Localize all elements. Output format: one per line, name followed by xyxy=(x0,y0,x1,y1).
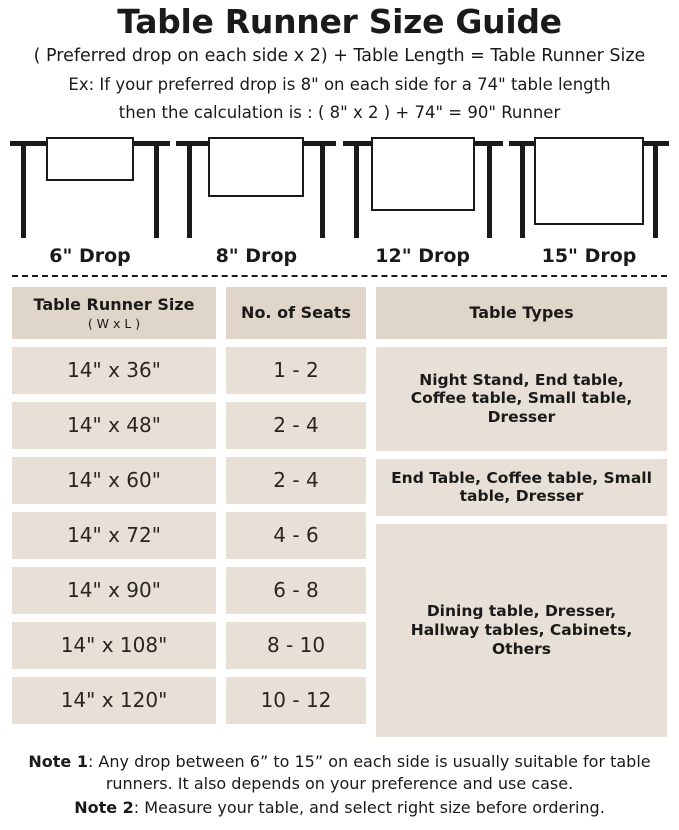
header-table-types xyxy=(376,287,667,339)
column-seats xyxy=(226,287,366,745)
table-row: 14" x 60" xyxy=(12,457,216,504)
table-leg-icon xyxy=(520,146,525,238)
drop-diagram-15 xyxy=(509,135,669,243)
column-runner-size xyxy=(12,287,216,745)
note-1-text: : Any drop between 6” to 15” on each side is usually suitable for table runners. It also depends on your preference and use case. xyxy=(87,751,651,794)
drop-label-12: 12" Drop xyxy=(375,244,471,267)
table-leg-icon xyxy=(187,146,192,238)
note-1 xyxy=(14,751,665,796)
table-leg-icon xyxy=(487,146,492,238)
page-title: Table Runner Size Guide xyxy=(117,2,562,41)
table-row: 14" x 48" xyxy=(12,402,216,449)
size-table xyxy=(8,287,671,745)
header-table-types-label: Table Types xyxy=(469,303,574,323)
table-row: 14" x 36" xyxy=(12,347,216,394)
header-seats xyxy=(226,287,366,339)
table-leg-icon xyxy=(354,146,359,238)
runner-drop-icon xyxy=(46,137,134,181)
example-line-2: then the calculation is : ( 8" x 2 ) + 74" = 90" Runner xyxy=(118,103,561,123)
table-row: 14" x 90" xyxy=(12,567,216,614)
table-leg-icon xyxy=(154,146,159,238)
drop-diagrams xyxy=(8,135,671,243)
table-row: 14" x 120" xyxy=(12,677,216,724)
table-row: 4 - 6 xyxy=(226,512,366,559)
table-row: 6 - 8 xyxy=(226,567,366,614)
table-row: 8 - 10 xyxy=(226,622,366,669)
drop-diagram-6 xyxy=(10,135,170,243)
drop-label-15: 15" Drop xyxy=(541,244,637,267)
table-leg-icon xyxy=(320,146,325,238)
note-2-text: : Measure your table, and select right size before ordering. xyxy=(133,798,605,818)
table-leg-icon xyxy=(21,146,26,238)
runner-drop-icon xyxy=(208,137,304,197)
table-row: 14" x 108" xyxy=(12,622,216,669)
notes-section xyxy=(8,751,671,820)
drop-diagram-8 xyxy=(176,135,336,243)
table-type-group: Night Stand, End table, Coffee table, Small table, Dresser xyxy=(376,347,667,451)
example-line-1: Ex: If your preferred drop is 8" on each side for a 74" table length xyxy=(68,75,611,95)
note-2 xyxy=(14,797,665,819)
header-runner-size-label: Table Runner Size xyxy=(33,294,195,314)
header-runner-size xyxy=(12,287,216,339)
table-row: 10 - 12 xyxy=(226,677,366,724)
table-row: 2 - 4 xyxy=(226,457,366,504)
dashed-divider xyxy=(12,275,667,277)
header-runner-size-sub: ( W x L ) xyxy=(87,315,141,331)
column-table-types xyxy=(376,287,667,745)
note-1-label: Note 1 xyxy=(28,751,88,771)
size-guide-page xyxy=(0,4,679,830)
table-type-group: End Table, Coffee table, Small table, Dresser xyxy=(376,459,667,516)
drop-label-8: 8" Drop xyxy=(215,244,298,267)
note-2-label: Note 2 xyxy=(74,798,134,818)
header-seats-label: No. of Seats xyxy=(241,303,351,323)
runner-drop-icon xyxy=(371,137,475,211)
table-leg-icon xyxy=(653,146,658,238)
drop-labels xyxy=(8,245,671,267)
table-row: 1 - 2 xyxy=(226,347,366,394)
drop-label-6: 6" Drop xyxy=(49,244,131,267)
runner-drop-icon xyxy=(534,137,644,225)
table-row: 14" x 72" xyxy=(12,512,216,559)
table-row: 2 - 4 xyxy=(226,402,366,449)
drop-diagram-12 xyxy=(343,135,503,243)
formula-line: ( Preferred drop on each side x 2) + Table Length = Table Runner Size xyxy=(33,46,646,67)
table-type-group: Dining table, Dresser, Hallway tables, Cabinets, Others xyxy=(376,524,667,737)
